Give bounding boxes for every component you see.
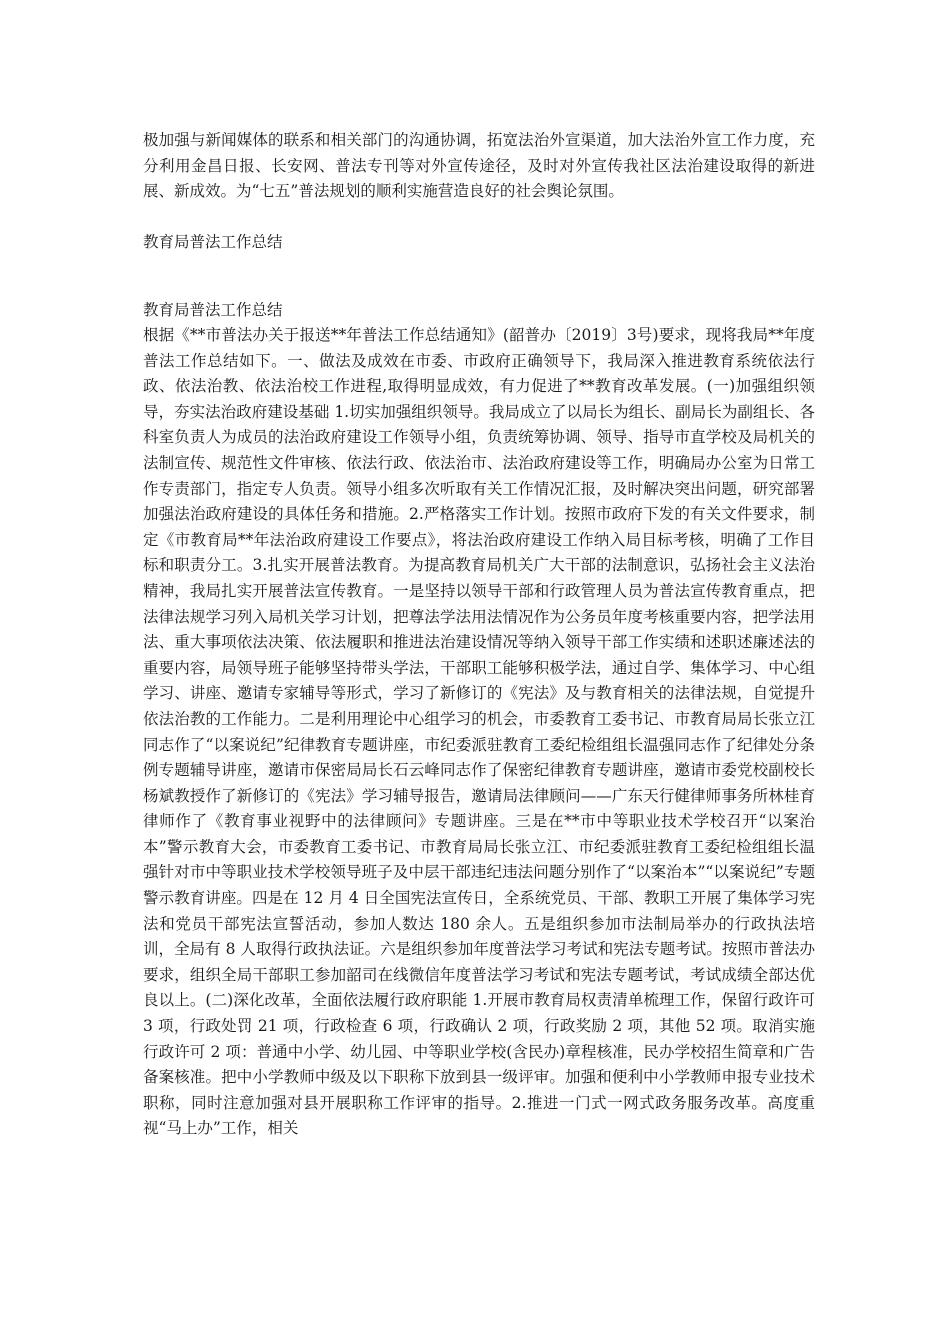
section-title: 教育局普法工作总结 xyxy=(143,301,283,319)
body-paragraph: 根据《**市普法办关于报送**年普法工作总结通知》(韶普办〔2019〕3号)要求，现将我局**年度普法工作总结如下。一、做法及成效在市委、市政府正确领导下，我局深入推进教育系统依法行政、依法治教、依法治校工作进程,取得明显成效，有力促进了**教育改革发展。(一)加强组织领导，夯实法治政府建设基础 1.切实加强组织领导。我局成立了以局长为组长、副局长为副组长、各科室负责人为成员的法治政府建设工作领导小组，负责统筹协调、领导、指导市直学校及局机关的法制宣传、规范性文件审核、依法行政、依法治市、法治政府建设等工作，明确局办公室为日常工作专责部门，指定专人负责。领导小组多次听取有关工作情况汇报，及时解决突出问题，研究部署加强法治政府建设的具体任务和措施。2.严格落实工作计划。按照市政府下发的有关文件要求，制定《市教育局**年法治政府建设工作要点》，将法治政府建设工作纳入局目标考核，明确了工作目标和职责分工。3.扎实开展普法教育。为提高教育局机关广大干部的法制意识，弘扬社会主义法治精神，我局扎实开展普法宣传教育。一是坚持以领导干部和行政管理人员为普法宣传教育重点，把法律法规学习列入局机关学习计划，把尊法学法用法情况作为公务员年度考核重要内容，把学法用法、重大事项依法决策、依法履职和推进法治建设情况等纳入领导干部工作实绩和述职述廉述法的重要内容，局领导班子能够坚持带头学法，干部职工能够积极学法，通过自学、集体学习、中心组学习、讲座、邀请专家辅导等形式，学习了新修订的《宪法》及与教育相关的法律法规，自觉提升依法治教的工作能力。二是利用理论中心组学习的机会，市委教育工委书记、市教育局局长张立江同志作了“以案说纪”纪律教育专题讲座，市纪委派驻教育工委纪检组组长温强同志作了纪律处分条例专题辅导讲座，邀请市保密局局长石云峰同志作了保密纪律教育专题讲座，邀请市委党校副校长杨斌教授作了新修订的《宪法》学习辅导报告，邀请局法律顾问——广东天行健律师事务所林桂育律师作了《教育事业视野中的法律顾问》专题讲座。三是在**市中等职业技术学校召开“以案治本”警示教育大会，市委教育工委书记、市教育局局长张立江、市纪委派驻教育工委纪检组组长温强针对市中等职业技术学校领导班子及中层干部违纪违法问题分别作了“以案治本”“以案说纪”专题警示教育讲座。四是在 12 月 4 日全国宪法宣传日，全系统党员、干部、教职工开展了集体学习宪法和党员干部宪法宣誓活动，参加人数达 180 余人。五是组织参加市法制局举办的行政执法培训，全局有 8 人取得行政执法证。六是组织参加年度普法学习考试和宪法专题考试。按照市普法办要求，组织全局干部职工参加韶司在线微信年度普法学习考试和宪法专题考试，考试成绩全部达优良以上。(二)深化改革，全面依法履行政府职能 1.开展市教育局权责清单梳理工作，保留行政许可 3 项，行政处罚 21 项，行政检查 6 项，行政确认 2 项，行政奖励 2 项，其他 52 项。取消实施行政许可 2 项：普通中小学、幼儿园、中等职业学校(含民办)章程核准，民办学校招生简章和广告备案核准。把中小学教师中级及以下职称下放到县一级评审。加强和便利中小学教师申报专业技术职称，同时注意加强对县开展职称工作评审的指导。2.推进一门式一网式政务服务改革。高度重视“马上办”工作，相关 xyxy=(143,326,815,1138)
document-title: 教育局普法工作总结 xyxy=(143,233,283,251)
intro-paragraph: 极加强与新闻媒体的联系和相关部门的沟通协调，拓宽法治外宣渠道，加大法治外宣工作力度，充分利用金昌日报、长安网、普法专刊等对外宣传途径，及时对外宣传我社区法治建设取得的新进展、新成效。为“七五”普法规划的顺利实施营造良好的社会舆论氛围。 xyxy=(143,131,815,201)
